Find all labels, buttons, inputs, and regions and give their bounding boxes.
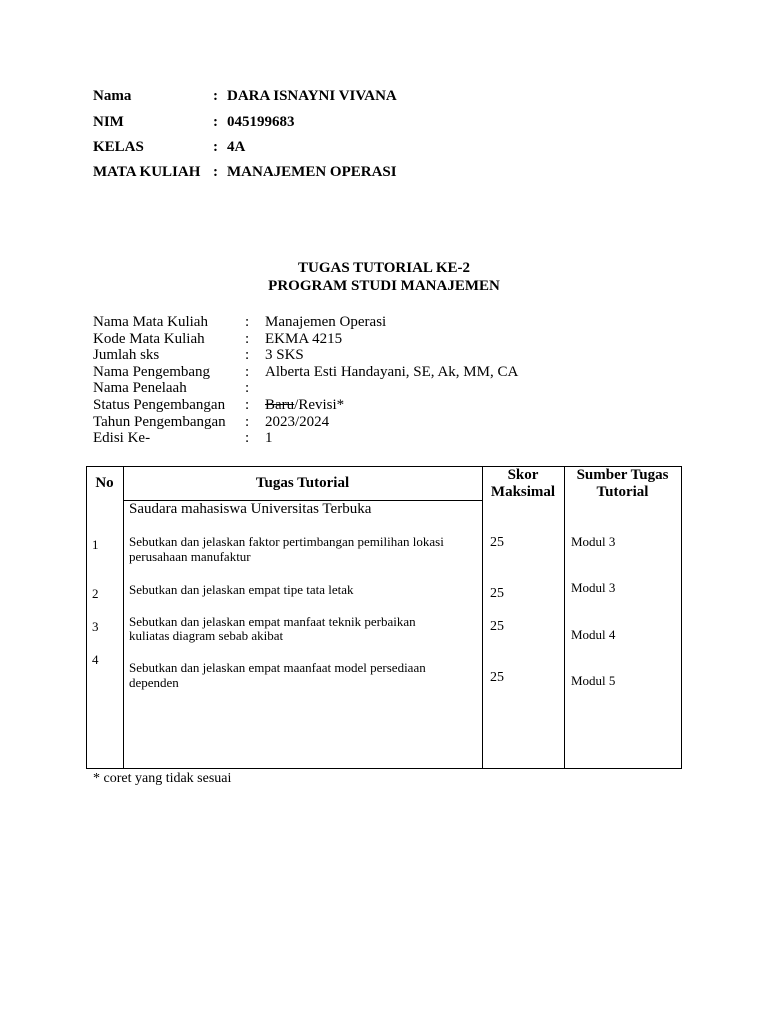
class-label: KELAS [93,139,144,155]
row-number: 3 [92,619,99,634]
header-source-line1: Sumber Tugas [576,467,669,483]
task-text-line1: Sebutkan dan jelaskan faktor pertimbangan pemilihan lokasi [129,534,444,549]
column-divider [482,466,483,769]
source-value: Modul 3 [571,580,616,595]
status-value [265,397,344,414]
meta-label: Jumlah sks [93,347,160,363]
row-number: 2 [92,586,99,601]
meta-separator: : [245,347,250,363]
footnote: * coret yang tidak sesuai [93,771,232,786]
meta-separator: : [245,380,250,396]
meta-value: Alberta Esti Handayani, SE, Ak, MM, CA [265,364,519,380]
nim-value: 045199683 [227,114,295,130]
source-value: Modul 5 [571,673,616,688]
meta-value: 1 [265,430,273,446]
header-task: Tugas Tutorial [255,475,350,491]
score-value: 25 [490,535,504,550]
nim-label: NIM [93,114,124,130]
doc-title-line1: TUGAS TUTORIAL KE-2 [298,260,470,276]
header-source-line2: Tutorial [596,484,649,500]
name-value: DARA ISNAYNI VIVANA [227,88,397,104]
row-number: 1 [92,537,99,552]
header-score-line1: Skor [507,467,539,483]
class-value: 4A [227,139,246,155]
column-divider [123,466,124,769]
meta-label: Nama Penelaah [93,380,187,396]
course-value: MANAJEMEN OPERASI [227,164,397,180]
meta-separator: : [245,397,250,413]
source-value: Modul 4 [571,627,616,642]
meta-value: Manajemen Operasi [265,314,387,330]
table-border-right [681,466,682,769]
column-divider [564,466,565,769]
table-border-bottom [86,768,682,769]
task-text-line2: kuliatas diagram sebab akibat [129,628,284,643]
meta-value: 2023/2024 [265,414,330,430]
meta-separator: : [245,314,250,330]
status-struck: Baru [265,397,295,413]
meta-separator: : [245,331,250,347]
meta-label: Nama Pengembang [93,364,211,380]
task-text-line1: Sebutkan dan jelaskan empat maanfaat model persediaan [129,660,426,675]
doc-title-line2: PROGRAM STUDI MANAJEMEN [268,278,500,294]
task-text-line1: Sebutkan dan jelaskan empat tipe tata letak [129,582,354,597]
name-separator: : [213,88,218,104]
name-label: Nama [93,88,132,104]
meta-separator: : [245,430,250,446]
meta-value: EKMA 4215 [265,331,343,347]
header-no: No [95,475,114,491]
meta-value: 3 SKS [265,347,304,363]
class-separator: : [213,139,218,155]
course-separator: : [213,164,218,180]
meta-label: Tahun Pengembangan [93,414,226,430]
source-value: Modul 3 [571,534,616,549]
meta-separator: : [245,414,250,430]
meta-label: Edisi Ke- [93,430,151,446]
meta-label: Status Pengembangan [93,397,226,413]
score-value: 25 [490,619,504,634]
header-score-line2: Maksimal [490,484,556,500]
task-text-line1: Sebutkan dan jelaskan empat manfaat teknik perbaikan [129,614,416,629]
task-text-line2: dependen [129,675,179,690]
meta-label: Nama Mata Kuliah [93,314,208,330]
meta-separator: : [245,364,250,380]
course-label: MATA KULIAH [93,164,201,180]
table-border-left [86,466,87,769]
table-intro: Saudara mahasiswa Universitas Terbuka [129,501,372,517]
meta-label: Kode Mata Kuliah [93,331,205,347]
status-rest: /Revisi* [294,397,345,413]
score-value: 25 [490,670,504,685]
score-value: 25 [490,586,504,601]
task-text-line2: perusahaan manufaktur [129,549,251,564]
nim-separator: : [213,114,218,130]
row-number: 4 [92,652,99,667]
